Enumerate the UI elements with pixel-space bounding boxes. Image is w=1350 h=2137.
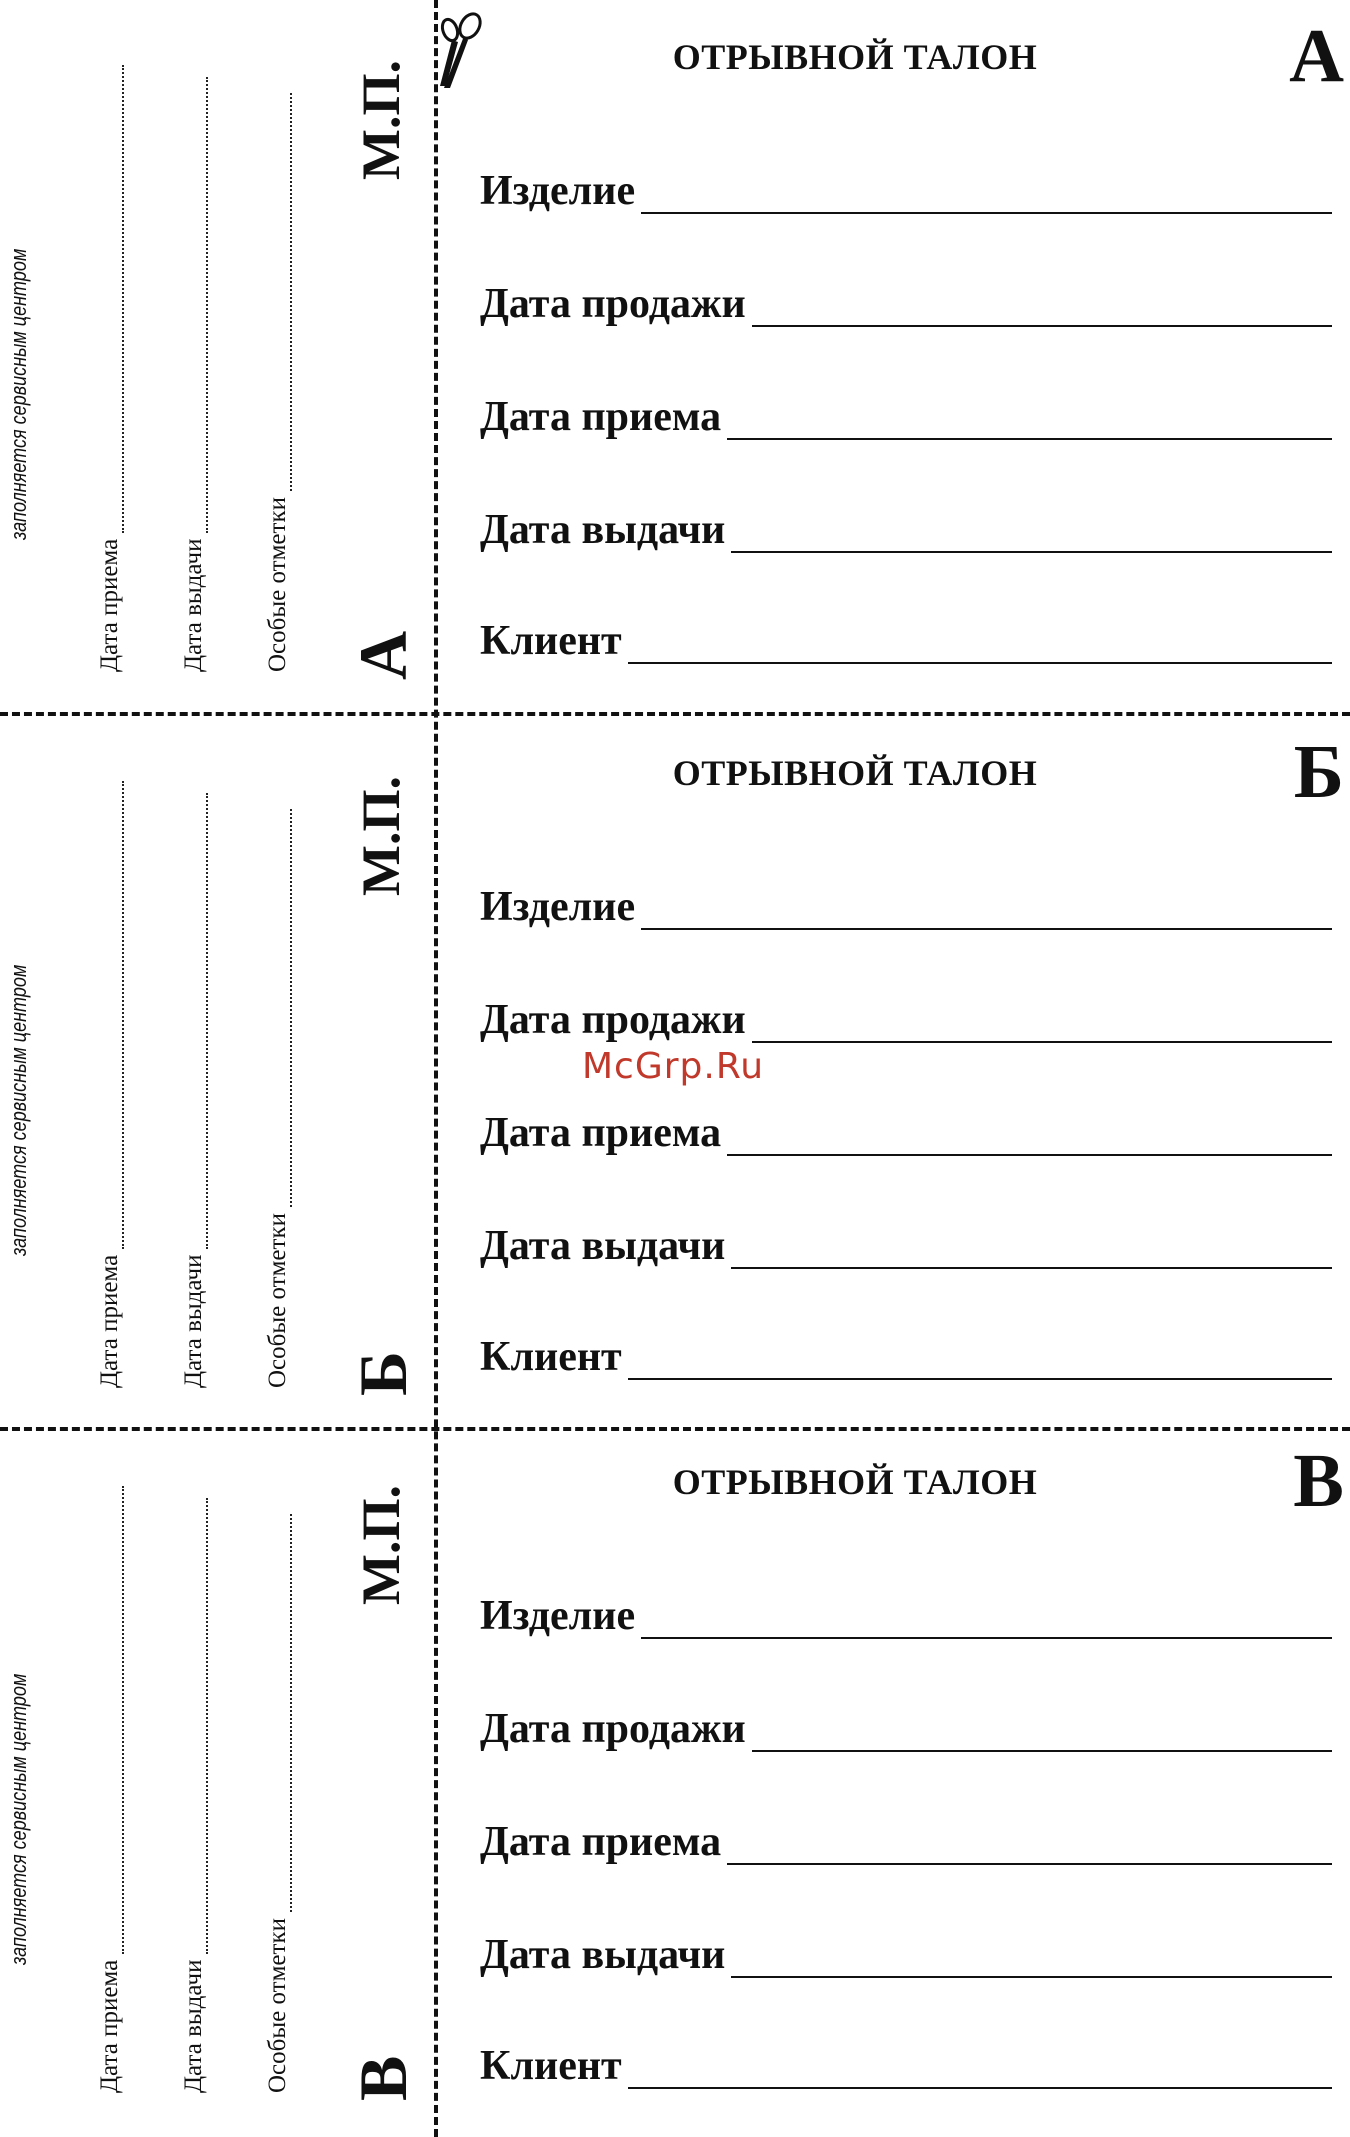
field-receive-date: Дата приема: [480, 1821, 1332, 1865]
coupon-title: ОТРЫВНОЙ ТАЛОН: [672, 1462, 1038, 1502]
field-issue-date: Дата выдачи: [480, 1225, 1332, 1269]
service-note: заполняется сервисным центром: [6, 248, 31, 540]
stub-field-notes: Особые отметки: [264, 1514, 292, 2093]
field-issue-date: Дата выдачи: [480, 1934, 1332, 1978]
stub-field-notes: Особые отметки: [264, 809, 292, 1388]
field-product: Изделие: [480, 1595, 1332, 1639]
stamp-placeholder: М.П.: [351, 1485, 411, 1605]
stub-letter: В: [345, 2055, 421, 2101]
coupon-v: [0, 1425, 1350, 2137]
stamp-placeholder: М.П.: [351, 60, 411, 180]
stub-field-issue-date: Дата выдачи: [180, 77, 208, 672]
field-sale-date: Дата продажи: [480, 999, 1332, 1043]
field-sale-date: Дата продажи: [480, 283, 1332, 327]
field-client: Клиент: [480, 620, 1332, 664]
stamp-placeholder: М.П.: [351, 776, 411, 896]
stub-letter: Б: [345, 1351, 421, 1396]
stub-field-issue-date: Дата выдачи: [180, 1498, 208, 2093]
field-sale-date: Дата продажи: [480, 1708, 1332, 1752]
field-issue-date: Дата выдачи: [480, 509, 1332, 553]
coupon-letter: В: [1293, 1439, 1344, 1523]
service-note: заполняется сервисным центром: [6, 1673, 31, 1965]
watermark: McGrp.Ru: [582, 1046, 765, 1087]
coupon-title: ОТРЫВНОЙ ТАЛОН: [672, 37, 1038, 77]
coupon-a: [0, 0, 1350, 712]
stub-field-receive-date: Дата приема: [96, 781, 124, 1388]
field-receive-date: Дата приема: [480, 1112, 1332, 1156]
field-product: Изделие: [480, 886, 1332, 930]
stub-field-issue-date: Дата выдачи: [180, 793, 208, 1388]
stub-field-receive-date: Дата приема: [96, 65, 124, 672]
field-receive-date: Дата приема: [480, 396, 1332, 440]
stub-field-receive-date: Дата приема: [96, 1486, 124, 2093]
coupon-letter: А: [1289, 14, 1344, 98]
field-client: Клиент: [480, 2045, 1332, 2089]
field-product: Изделие: [480, 170, 1332, 214]
coupon-letter: Б: [1293, 730, 1344, 814]
service-note: заполняется сервисным центром: [6, 964, 31, 1256]
stub-letter: А: [345, 630, 421, 680]
coupon-title: ОТРЫВНОЙ ТАЛОН: [672, 753, 1038, 793]
field-client: Клиент: [480, 1336, 1332, 1380]
stub-field-notes: Особые отметки: [264, 93, 292, 672]
